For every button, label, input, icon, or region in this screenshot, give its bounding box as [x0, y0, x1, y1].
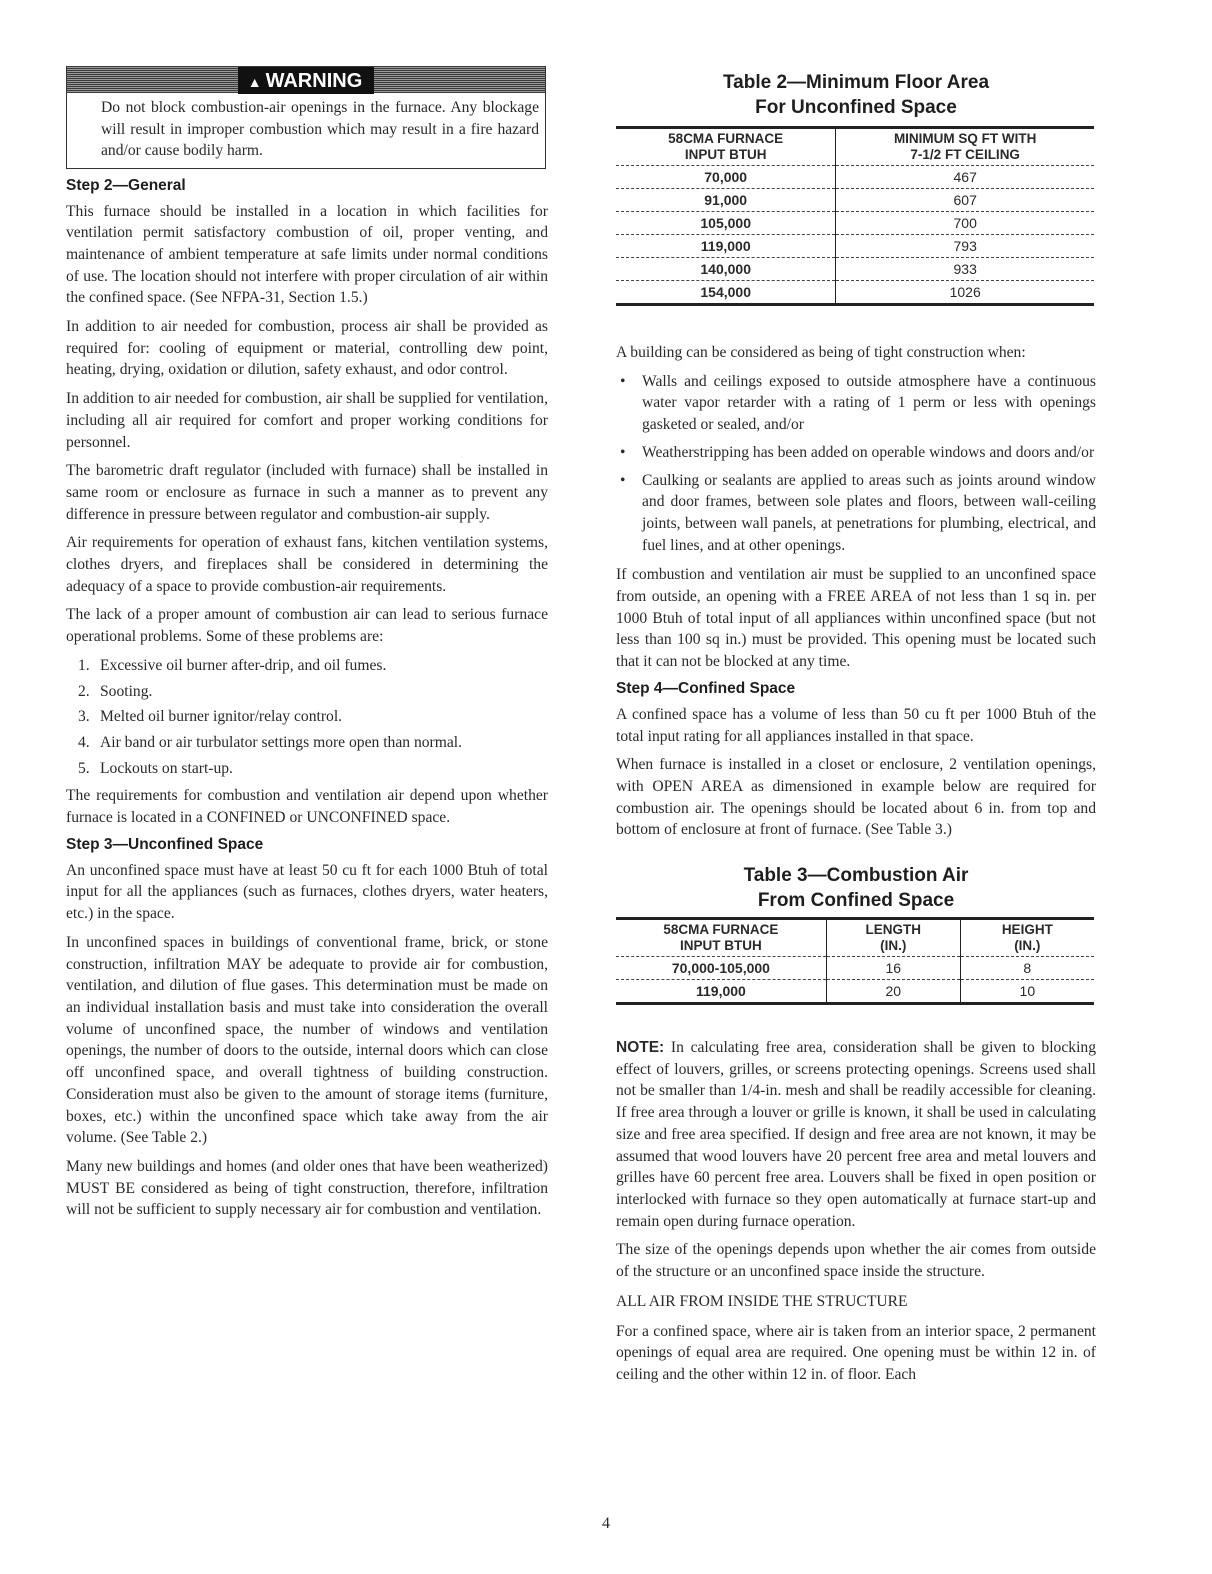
list-text: Caulking or sealants are applied to areas such as joints around window and door frames, between sole plates and floors, between wall-ceiling joints, between wall panels, at penetrations for plumbing, electrical, and fuel lines, and at other openings. [642, 471, 1096, 554]
header-line: 7-1/2 FT CEILING [910, 147, 1020, 162]
table-cell: 70,000-105,000 [616, 957, 826, 980]
note-text: In calculating free area, consideration shall be given to blocking effect of louvers, grilles, or screens protecting openings. Screens used shall not be smaller than 1/4-in. mesh and shall be readily accessible for cleaning. If free area through a louver or grille is known, it shall be used in calculating size and free area specified. If design and free area are not known, it may be assumed that wood louvers have 20 percent free area and metal louvers and grilles have 60 percent free area. Louvers shall be fixed in open position or interlocked with furnace so they open automatically at furnace start-up and remain open during furnace operation. [616, 1039, 1096, 1230]
table-header-row [616, 919, 1094, 957]
list-number: 3. [78, 708, 90, 726]
step2-heading: Step 2—General [66, 176, 186, 194]
table-cell: 16 [826, 957, 960, 980]
problems-list [66, 655, 548, 780]
table-cell: 119,000 [616, 980, 826, 1004]
step2-paragraph: The barometric draft regulator (included with furnace) shall be installed in same room or enclosure as furnace in such a manner as to prevent any difference in pressure between regulator and combustion-air supply. [66, 462, 548, 523]
table-header-cell [960, 919, 1094, 957]
header-line: MINIMUM SQ FT WITH [893, 131, 1037, 146]
table-cell: 105,000 [616, 212, 836, 235]
header-line: (IN.) [880, 938, 907, 954]
openings-paragraph: The size of the openings depends upon whether the air comes from outside of the structure or an unconfined space inside the structure. [616, 1241, 1096, 1281]
table-cell: 91,000 [616, 189, 836, 212]
warning-label [238, 67, 375, 94]
left-column [66, 66, 548, 1228]
list-item [66, 681, 548, 703]
table-header-cell [616, 919, 826, 957]
list-text: Weatherstripping has been added on operable windows and doors and/or [642, 443, 1095, 461]
table-cell: 933 [836, 258, 1094, 281]
all-air-inside-subheading: ALL AIR FROM INSIDE THE STRUCTURE [616, 1292, 908, 1310]
table-cell: 154,000 [616, 281, 836, 305]
header-line: 58CMA FURNACE [663, 922, 779, 938]
table-cell: 119,000 [616, 235, 836, 258]
table-cell: 8 [960, 957, 1094, 980]
table-row [616, 212, 1094, 235]
list-number: 1. [78, 656, 90, 674]
table3 [616, 917, 1094, 1005]
table-cell: 140,000 [616, 258, 836, 281]
table-header-row [616, 128, 1094, 166]
table-cell: 70,000 [616, 166, 836, 189]
step4-paragraph: When furnace is installed in a closet or enclosure, 2 ventilation openings, with OPEN AREA as dimensioned in example below are required for combustion air. The openings should be located about 6 in. from top and bottom of enclosure at front of furnace. (See Table 3.) [616, 756, 1096, 839]
table-row [616, 281, 1094, 305]
table-row [616, 166, 1094, 189]
warning-label-text: WARNING [265, 70, 363, 92]
warning-box [66, 66, 546, 169]
list-text: Walls and ceilings exposed to outside atmosphere have a continuous water vapor retarder with a rating of 1 perm or less with openings gasketed or sealed, and/or [642, 372, 1096, 434]
table2-title-line: For Unconfined Space [755, 97, 957, 118]
warning-banner [67, 66, 545, 93]
list-text: Sooting. [100, 682, 153, 700]
table2-title [616, 70, 1096, 120]
step2-paragraph: In addition to air needed for combustion, process air shall be provided as required for: cooling of equipment or material, controlling dew point, heating, drying, oxidation or dilution, safety exhaust, and odor control. [66, 318, 548, 379]
step2-paragraph: The lack of a proper amount of combustion air can lead to serious furnace operational problems. Some of these problems are: [66, 606, 548, 646]
unconfined-outside-paragraph: If combustion and ventilation air must be supplied to an unconfined space from outside, an opening with a FREE AREA of not less than 1 sq in. per 1000 Btuh of total input of all appliances within unconfined space (but not less than 100 sq in.) must be provided. This opening must be located such that it can not be blocked at any time. [616, 566, 1096, 671]
list-number: 5. [78, 759, 90, 777]
note-label: NOTE: [616, 1039, 665, 1057]
note-paragraph [616, 1037, 1096, 1232]
table-row [616, 957, 1094, 980]
page-number: 4 [602, 1515, 610, 1532]
tight-intro: A building can be considered as being of tight construction when: [616, 344, 1026, 361]
table-header-cell [836, 128, 1094, 166]
header-line: LENGTH [865, 922, 921, 938]
table2-title-line: Table 2—Minimum Floor Area [722, 72, 990, 93]
step3-paragraph: Many new buildings and homes (and older ones that have been weatherized) MUST BE considered as being of tight construction, therefore, infiltration will not be sufficient to supply necessary air for combustion and ventilation. [66, 1157, 548, 1219]
tight-construction-list [616, 371, 1096, 557]
table-header-cell [616, 128, 836, 166]
openings-paragraph: For a confined space, where air is taken from an interior space, 2 permanent openings of equal area are required. One opening must be within 12 in. of ceiling and the other within 12 in. of floor. Each [616, 1322, 1096, 1383]
step2-paragraph: This furnace should be installed in a location in which facilities for ventilation permit satisfactory combustion of oil, proper venting, and maintenance of ambient temperature at safe limits under normal conditions of use. The location should not interfere with proper circulation of air within the confined space. (See NFPA-31, Section 1.5.) [66, 202, 548, 307]
header-line: INPUT BTUH [684, 147, 767, 162]
list-text: Lockouts on start-up. [100, 759, 233, 777]
table-cell: 607 [836, 189, 1094, 212]
table-header-cell [826, 919, 960, 957]
bullet-icon: • [620, 443, 626, 461]
header-line: INPUT BTUH [680, 938, 762, 954]
table-cell: 793 [836, 235, 1094, 258]
right-column [616, 70, 1096, 1393]
list-item [66, 706, 548, 728]
step3-paragraph: An unconfined space must have at least 50 cu ft for each 1000 Btuh of total input for all the appliances (such as furnaces, clothes dryers, water heaters, etc.) in the space. [66, 861, 548, 923]
table-cell: 467 [836, 166, 1094, 189]
list-text: Excessive oil burner after-drip, and oil fumes. [100, 656, 387, 674]
header-line: (IN.) [1014, 938, 1041, 954]
step4-paragraph: A confined space has a volume of less than 50 cu ft per 1000 Btuh of the total input rating for all appliances installed in that space. [616, 705, 1096, 745]
table3-title-line: Table 3—Combustion Air [743, 865, 969, 887]
step4-heading: Step 4—Confined Space [616, 679, 796, 697]
warning-text: Do not block combustion-air openings in the furnace. Any blockage will result in improper combustion which may result in a fire hazard and/or cause bodily harm. [101, 99, 539, 159]
list-item [616, 470, 1096, 557]
table-cell: 700 [836, 212, 1094, 235]
list-number: 4. [78, 733, 90, 751]
list-item [616, 442, 1096, 464]
table-row [616, 980, 1094, 1004]
table-row [616, 189, 1094, 212]
step2-paragraph: The requirements for combustion and ventilation air depend upon whether furnace is located in a CONFINED or UNCONFINED space. [66, 787, 548, 827]
list-item [66, 758, 548, 780]
table-cell: 20 [826, 980, 960, 1004]
table2 [616, 126, 1094, 306]
table-cell: 1026 [836, 281, 1094, 305]
step2-paragraph: In addition to air needed for combustion, air shall be supplied for ventilation, including all air required for comfort and proper working conditions for personnel. [66, 390, 548, 451]
table3-title [616, 863, 1096, 913]
list-text: Melted oil burner ignitor/relay control. [100, 708, 343, 726]
warning-triangle-icon: ▲ [247, 74, 262, 90]
bullet-icon: • [620, 372, 626, 390]
header-line: HEIGHT [1001, 922, 1053, 938]
table3-title-line: From Confined Space [757, 890, 955, 912]
list-text: Air band or air turbulator settings more open than normal. [100, 733, 463, 751]
header-line: 58CMA FURNACE [668, 131, 784, 146]
step3-heading: Step 3—Unconfined Space [66, 835, 264, 853]
step2-paragraph: Air requirements for operation of exhaust fans, kitchen ventilation systems, clothes dryers, and fireplaces shall be considered in determining the adequacy of a space to provide combustion-air requirements. [66, 534, 548, 595]
bullet-icon: • [620, 471, 626, 489]
list-item [616, 371, 1096, 436]
table-cell: 10 [960, 980, 1094, 1004]
table-row [616, 235, 1094, 258]
list-item [66, 732, 548, 754]
table-row [616, 258, 1094, 281]
list-number: 2. [78, 682, 90, 700]
list-item [66, 655, 548, 677]
step3-paragraph: In unconfined spaces in buildings of conventional frame, brick, or stone construction, infiltration MAY be adequate to provide air for combustion, ventilation, and dilution of flue gases. This determination must be made on an individual installation basis and must take into consideration the overall volume of unconfined space, the number of windows and ventilation openings, the number of doors to the outside, internal doors which can close off unconfined space, and overall tightness of building construction. Consideration must also be given to the amount of storage items (furniture, boxes, etc.) within the unconfined space which take away from the air volume. (See Table 2.) [66, 933, 548, 1147]
